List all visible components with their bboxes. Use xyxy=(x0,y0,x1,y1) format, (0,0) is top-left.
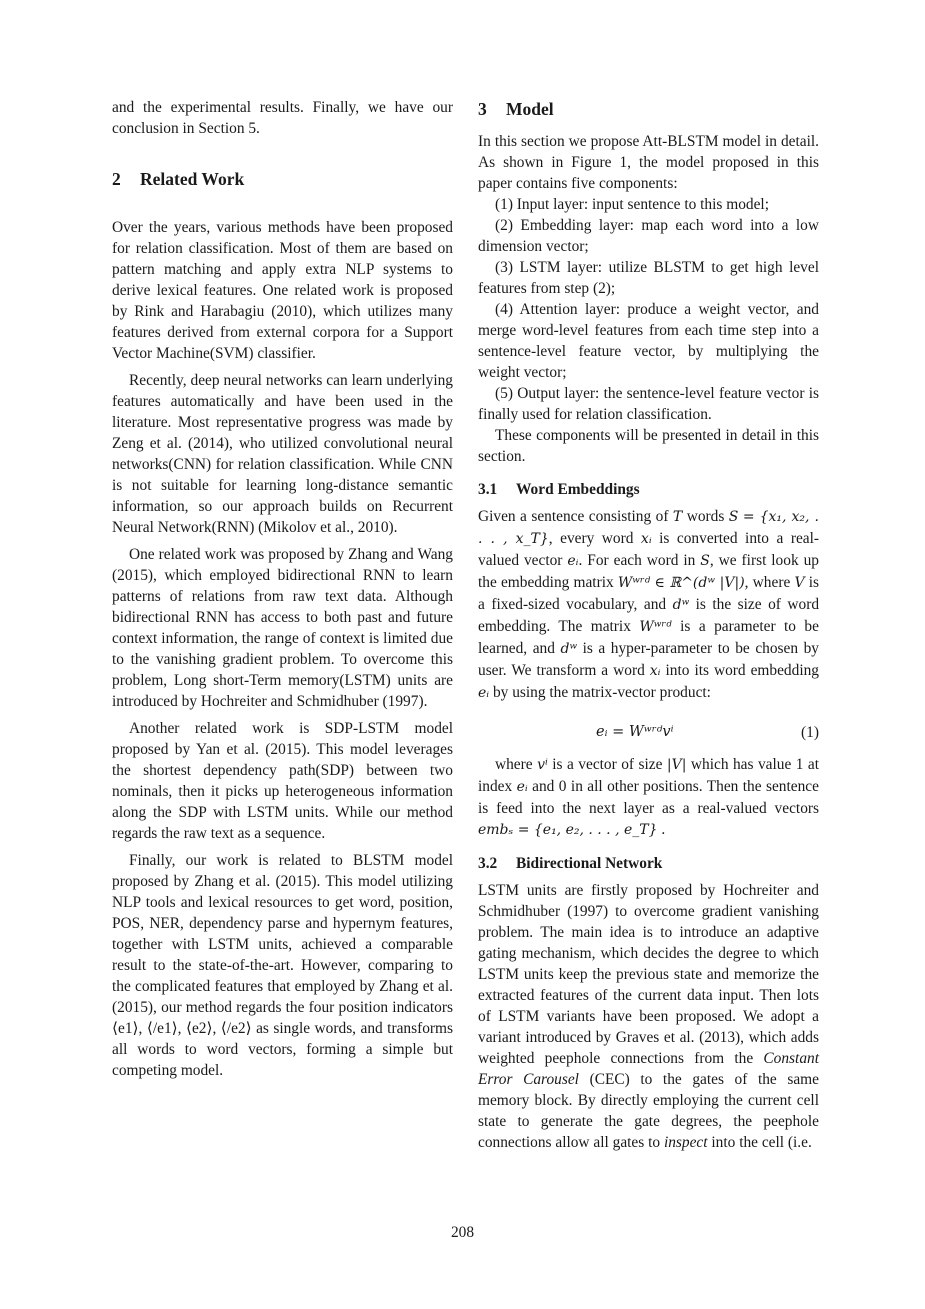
component-item: (2) Embedding layer: map each word into a low dimension vector; xyxy=(478,217,819,255)
section-3-heading xyxy=(478,97,819,121)
model-intro-paragraph: In this section we propose Att-BLSTM model in detail. As shown in Figure 1, the model proposed in this paper contains five components: xyxy=(478,133,819,192)
subsection-3-1-number: 3.1 xyxy=(478,481,498,498)
equation-body: eᵢ = Wʷʳᵈvⁱ xyxy=(596,724,674,740)
component-item: (4) Attention layer: produce a weight vector, and merge word-level features from each time step into a sentence-level feature vector, by multiplying the weight vector; xyxy=(478,301,819,381)
page-number: 208 xyxy=(450,1224,475,1241)
section-2-heading xyxy=(112,167,453,191)
component-item: (3) LSTM layer: utilize BLSTM to get high level features from step (2); xyxy=(478,259,819,297)
related-work-paragraph: Recently, deep neural networks can learn underlying features automatically and have been used in the literature. Most representative progress was made by Zeng et al. (2014), who utilized convolutional neural networks(CNN) for relation classification. While CNN is not suitable for learning long-distance semantic information, so our approach builds on Recurrent Neural Network(RNN) (Mikolov et al., 2010). xyxy=(112,372,453,536)
subsection-3-2-heading xyxy=(478,853,819,874)
subsection-3-1-heading xyxy=(478,479,819,500)
subsection-3-2-title: Bidirectional Network xyxy=(516,855,663,872)
section-2-title: Related Work xyxy=(140,169,245,189)
word-embeddings-paragraph: Given a sentence consisting of T words S = {x₁, x₂, . . . , x_T}, every word xᵢ is converted into a real-valued vector eᵢ. For each word in S, we first look up the embedding matrix Wʷʳᵈ ∈ ℝ^(dʷ |V|), where V is a fixed-sized vocabulary, and dʷ is the size of word embedding. The matrix Wʷʳᵈ is a parameter to be learned, and dʷ is a hyper-parameter to be chosen by user. We transform a word xᵢ into its word embedding eᵢ by using the matrix-vector product: xyxy=(478,508,820,701)
right-column xyxy=(478,97,819,1159)
component-item: (1) Input layer: input sentence to this model; xyxy=(495,196,769,213)
components-outro-paragraph: These components will be presented in detail in this section. xyxy=(478,427,819,465)
component-item: (5) Output layer: the sentence-level feature vector is finally used for relation classification. xyxy=(478,385,819,423)
related-work-paragraph: Another related work is SDP-LSTM model proposed by Yan et al. (2015). This model leverages the shortest dependency path(SDP) between two nominals, then it picks up heterogeneous information along the SDP with LSTM units. While our method regards the raw text as a sequence. xyxy=(112,720,453,842)
section-3-title: Model xyxy=(506,99,554,119)
related-work-paragraph: Finally, our work is related to BLSTM model proposed by Zhang et al. (2015). This model utilizing NLP tools and lexical resources to get word, position, POS, NER, dependency parse and hypernym features, together with LSTM units, achieved a comparable result to the state-of-the-art. However, comparing to the complicated features that employed by Zhang et al. (2015), our method regards the four position indicators ⟨e1⟩, ⟨/e1⟩, ⟨e2⟩, ⟨/e2⟩ as single words, and transforms all words to word vectors, forming a simple but competing model. xyxy=(112,852,453,1079)
related-work-paragraph: Over the years, various methods have been proposed for relation classification. Most of them are based on pattern matching and apply extra NLP systems to derive lexical features. One related work is proposed by Rink and Harabagiu (2010), which utilizes many features derived from external corpora for a Support Vector Machine(SVM) classifier. xyxy=(112,219,453,362)
equation-label: (1) xyxy=(801,724,819,741)
section-3-number: 3 xyxy=(478,99,487,119)
bidirectional-network-paragraph: LSTM units are firstly proposed by Hochreiter and Schmidhuber (1997) to overcome gradient vanishing problem. The main idea is to introduce an adaptive gating mechanism, which decides the degree to which LSTM units keep the previous state and memorize the extracted features of the current data input. Then lots of LSTM variants have been proposed. We adopt a variant introduced by Graves et al. (2013), which adds weighted peephole connections from the Constant Error Carousel (CEC) to the gates of the same memory block. By directly employing the current cell state to generate the gate degrees, the peephole connections allow all gates to inspect into the cell (i.e. xyxy=(478,882,819,1151)
left-column xyxy=(112,97,453,1087)
intro-tail-paragraph: and the experimental results. Finally, we have our conclusion in Section 5. xyxy=(112,99,453,137)
after-equation-paragraph: where vⁱ is a vector of size |V| which has value 1 at index eᵢ and 0 in all other positions. Then the sentence is feed into the next layer as a real-valued vectors embₛ = {e₁, e₂, . . . , e_T} . xyxy=(478,756,819,838)
subsection-3-2-number: 3.2 xyxy=(478,855,498,872)
related-work-paragraph: One related work was proposed by Zhang and Wang (2015), which employed bidirectional RNN to learn patterns of relations from raw text data. Although bidirectional RNN has access to both past and future context information, the range of context is limited due to the vanishing gradient problem. To overcome this problem, Long short-Term memory(LSTM) units are introduced by Hochreiter and Schmidhuber (1997). xyxy=(112,546,453,710)
subsection-3-1-title: Word Embeddings xyxy=(516,481,640,498)
equation-1 xyxy=(478,722,819,744)
section-2-number: 2 xyxy=(112,169,121,189)
